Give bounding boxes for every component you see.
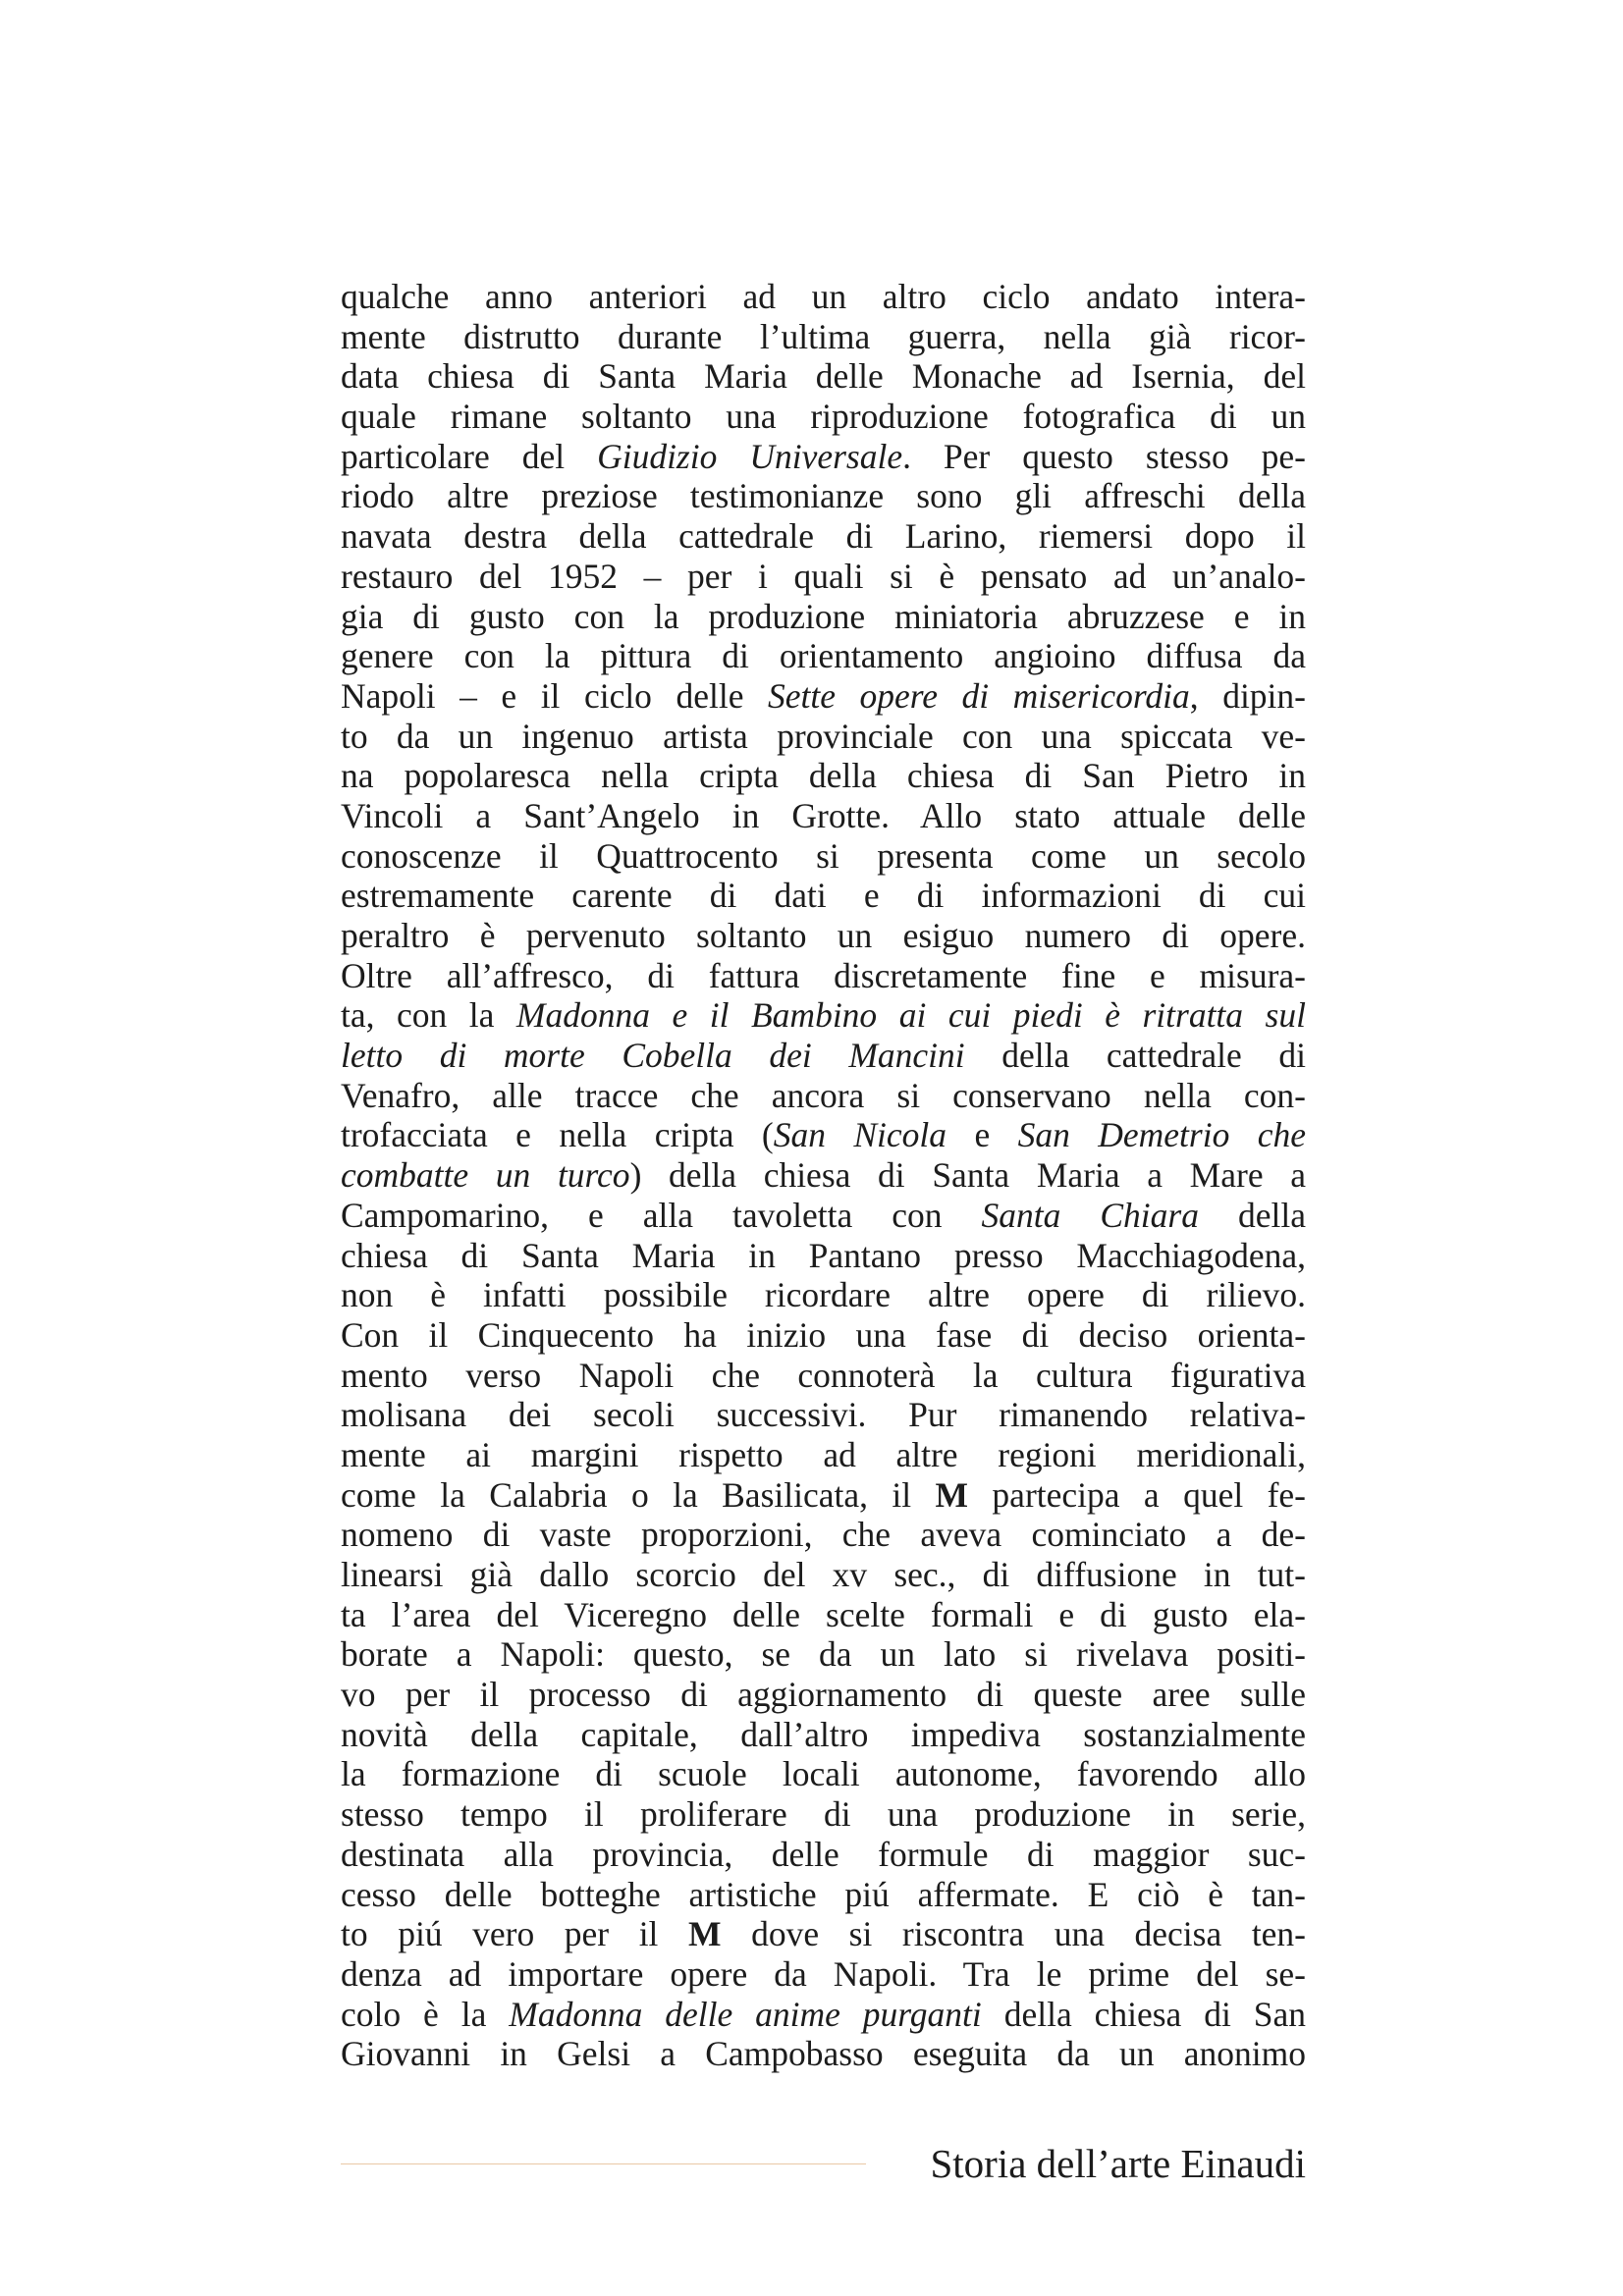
text-segment: peraltro è pervenuto soltanto un esiguo numero di opere. xyxy=(341,916,1306,955)
text-segment: to da un ingenuo artista provinciale con una spiccata ve- xyxy=(341,716,1306,756)
text-segment: estremamente carente di dati e di informazioni di cui xyxy=(341,876,1306,916)
text-line xyxy=(341,1555,1306,1595)
text-line xyxy=(341,516,1306,557)
bold-abbreviation: M xyxy=(688,1914,722,1954)
text-segment: partecipa a quel fe- xyxy=(968,1474,1306,1515)
text-segment: cesso delle botteghe artistiche piú affermate. E ciò è tan- xyxy=(341,1874,1306,1914)
text-line xyxy=(341,1196,1306,1236)
text-segment: colo è la xyxy=(341,1994,510,2034)
text-segment: denza ad importare opere da Napoli. Tra le prime del se- xyxy=(341,1953,1306,1994)
text-line xyxy=(341,1356,1306,1396)
text-line xyxy=(341,1395,1306,1435)
text-segment: della cattedrale di xyxy=(964,1036,1306,1076)
text-line xyxy=(341,1475,1306,1516)
text-line xyxy=(341,317,1306,357)
text-line xyxy=(341,476,1306,516)
text-line xyxy=(341,676,1306,717)
text-line xyxy=(341,597,1306,637)
text-segment: to piú vero per il xyxy=(341,1914,688,1954)
text-line xyxy=(341,1995,1306,2035)
text-segment: della xyxy=(1198,1195,1306,1235)
italic-title: Madonna e il Bambino ai cui piedi è ritratta sul xyxy=(515,995,1306,1036)
text-line xyxy=(341,557,1306,597)
text-line xyxy=(341,1675,1306,1715)
text-line xyxy=(341,1076,1306,1116)
text-segment: e xyxy=(947,1115,1018,1155)
italic-title: Sette opere di misericordia xyxy=(767,675,1190,716)
text-line xyxy=(341,1155,1306,1196)
text-line xyxy=(341,956,1306,996)
italic-title: San Nicola xyxy=(773,1115,947,1155)
text-segment: mento verso Napoli che connoterà la cultura figurativa xyxy=(341,1355,1306,1395)
text-line xyxy=(341,1275,1306,1315)
text-line xyxy=(341,277,1306,317)
text-line xyxy=(341,1715,1306,1755)
text-segment: chiesa di Santa Maria in Pantano presso Macchiagodena, xyxy=(341,1235,1306,1275)
italic-title: Giudizio Universale xyxy=(597,436,903,476)
footer-rule xyxy=(341,2163,866,2164)
text-segment: Napoli – e il ciclo delle xyxy=(341,675,768,716)
text-segment: della chiesa di San xyxy=(981,1994,1307,2034)
text-segment: Vincoli a Sant’Angelo in Grotte. Allo stato attuale delle xyxy=(341,795,1306,835)
text-line xyxy=(341,356,1306,397)
text-segment: novità della capitale, dall’altro impediva sostanzialmente xyxy=(341,1714,1306,1754)
text-segment: mente distrutto durante l’ultima guerra, nella già ricor- xyxy=(341,316,1306,356)
text-segment: qualche anno anteriori ad un altro ciclo andato intera- xyxy=(341,277,1306,316)
text-segment: Oltre all’affresco, di fattura discretamente fine e misura- xyxy=(341,955,1306,995)
text-line xyxy=(341,397,1306,437)
footer-title: Storia dell’arte Einaudi xyxy=(930,2141,1306,2186)
text-segment: na popolaresca nella cripta della chiesa di San Pietro in xyxy=(341,756,1306,796)
text-line xyxy=(341,1115,1306,1155)
text-line xyxy=(341,1036,1306,1076)
text-line xyxy=(341,1634,1306,1675)
text-segment: la formazione di scuole locali autonome, favorendo allo xyxy=(341,1754,1306,1794)
text-line xyxy=(341,1515,1306,1555)
italic-title: Madonna delle anime purganti xyxy=(509,1994,982,2034)
text-line xyxy=(341,995,1306,1036)
text-line xyxy=(341,876,1306,916)
text-segment: conoscenze il Quattrocento si presenta come un secolo xyxy=(341,835,1306,876)
text-line xyxy=(341,437,1306,477)
text-line xyxy=(341,1794,1306,1835)
text-line xyxy=(341,1236,1306,1276)
text-segment: , dipin- xyxy=(1189,675,1306,716)
text-line xyxy=(341,1875,1306,1915)
text-segment: Con il Cinquecento ha inizio una fase di deciso orienta- xyxy=(341,1314,1306,1355)
text-line xyxy=(341,836,1306,877)
page-footer xyxy=(341,2136,1306,2191)
italic-title: letto di morte Cobella dei Mancini xyxy=(341,1036,965,1076)
text-segment: stesso tempo il proliferare di una produzione in serie, xyxy=(341,1794,1306,1835)
text-line xyxy=(341,717,1306,757)
text-segment: molisana dei secoli successivi. Pur rimanendo relativa- xyxy=(341,1395,1306,1435)
text-segment: Venafro, alle tracce che ancora si conservano nella con- xyxy=(341,1075,1306,1115)
text-line xyxy=(341,2034,1306,2074)
text-segment: dove si riscontra una decisa ten- xyxy=(721,1914,1307,1954)
text-line xyxy=(341,1754,1306,1794)
text-line xyxy=(341,916,1306,956)
text-segment: ta, con la xyxy=(341,995,516,1036)
text-line xyxy=(341,1595,1306,1635)
text-segment: particolare del xyxy=(341,436,598,476)
text-line xyxy=(341,1435,1306,1475)
italic-title: combatte un turco xyxy=(341,1155,630,1196)
text-line xyxy=(341,1315,1306,1356)
text-segment: Giovanni in Gelsi a Campobasso eseguita da un anonimo xyxy=(341,2034,1306,2074)
text-segment: ta l’area del Viceregno delle scelte formali e di gusto ela- xyxy=(341,1594,1306,1634)
text-line xyxy=(341,796,1306,836)
text-segment: . Per questo stesso pe- xyxy=(902,436,1306,476)
text-segment: quale rimane soltanto una riproduzione fotografica di un xyxy=(341,397,1306,437)
italic-title: San Demetrio che xyxy=(1017,1115,1306,1155)
text-segment: gia di gusto con la produzione miniatoria abruzzese e in xyxy=(341,596,1306,636)
text-segment: vo per il processo di aggiornamento di queste aree sulle xyxy=(341,1675,1306,1715)
italic-title: Santa Chiara xyxy=(981,1195,1199,1235)
text-segment: Campomarino, e alla tavoletta con xyxy=(341,1195,982,1235)
text-line xyxy=(341,636,1306,676)
text-segment: mente ai margini rispetto ad altre regioni meridionali, xyxy=(341,1434,1306,1474)
text-segment: nomeno di vaste proporzioni, che aveva cominciato a de- xyxy=(341,1515,1306,1555)
text-segment: riodo altre preziose testimonianze sono gli affreschi della xyxy=(341,476,1306,516)
text-line xyxy=(341,756,1306,796)
text-segment: destinata alla provincia, delle formule di maggior suc- xyxy=(341,1834,1306,1874)
body-text xyxy=(341,277,1306,2074)
text-segment: genere con la pittura di orientamento angioino diffusa da xyxy=(341,636,1306,676)
bold-abbreviation: M xyxy=(935,1474,969,1515)
text-segment: non è infatti possibile ricordare altre opere di rilievo. xyxy=(341,1275,1306,1315)
text-segment: data chiesa di Santa Maria delle Monache ad Isernia, del xyxy=(341,356,1306,397)
text-segment: ) della chiesa di Santa Maria a Mare a xyxy=(629,1155,1306,1196)
text-segment: restauro del 1952 – per i quali si è pensato ad un’analo- xyxy=(341,556,1306,596)
text-line xyxy=(341,1914,1306,1954)
text-line xyxy=(341,1954,1306,1995)
text-segment: borate a Napoli: questo, se da un lato si rivelava positi- xyxy=(341,1634,1306,1675)
text-segment: trofacciata e nella cripta ( xyxy=(341,1115,774,1155)
text-line xyxy=(341,1835,1306,1875)
text-segment: navata destra della cattedrale di Larino, riemersi dopo il xyxy=(341,516,1306,557)
text-segment: linearsi già dallo scorcio del xv sec., di diffusione in tut- xyxy=(341,1555,1306,1594)
text-segment: come la Calabria o la Basilicata, il xyxy=(341,1474,936,1515)
